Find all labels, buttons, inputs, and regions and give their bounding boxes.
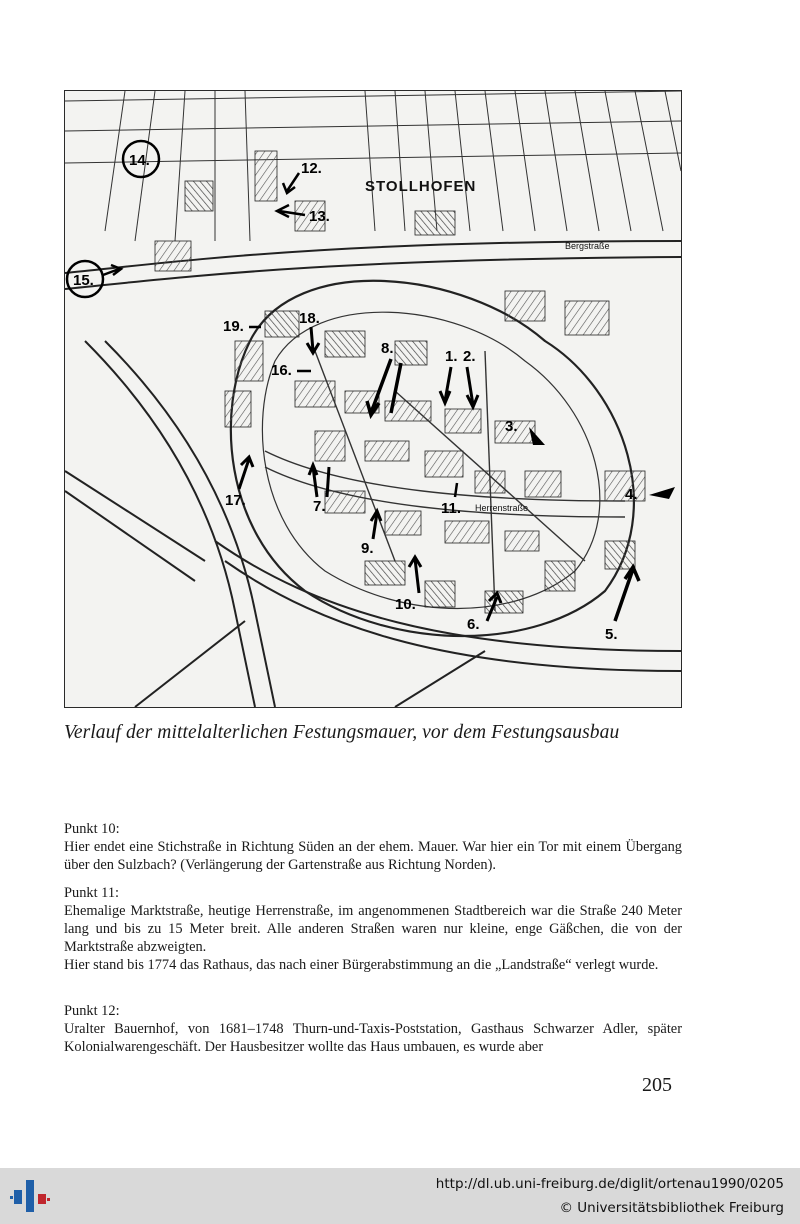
map-point-label: 17.: [225, 492, 246, 509]
map-point-label: 15.: [73, 272, 94, 289]
map-point-label: 10.: [395, 596, 416, 613]
map-point-label: 2.: [463, 348, 476, 365]
map-point-label: 14.: [129, 152, 150, 169]
source-url-link[interactable]: http://dl.ub.uni-freiburg.de/diglit/ortenau1990/0205: [435, 1176, 784, 1192]
cadastral-map: [65, 91, 681, 707]
map-point-label: 19.: [223, 318, 244, 335]
map-point-label: 9.: [361, 540, 374, 557]
section-paragraph: Uralter Bauernhof, von 1681–1748 Thurn-und-Taxis-Poststation, Gasthaus Schwarzer Adler, später Kolonialwarengeschäft. Der Hausbesitzer wollte das Haus umbauen, es wurde aber: [64, 1021, 682, 1055]
map-point-label: 4.: [625, 486, 638, 503]
map-point-label: 18.: [299, 310, 320, 327]
section-punkt-10: [64, 820, 682, 874]
section-punkt-11: [64, 884, 682, 974]
section-heading: Punkt 11:: [64, 885, 120, 901]
section-paragraph: Hier endet eine Stichstraße in Richtung Süden an der ehem. Mauer. War hier ein Tor mit einem Übergang über den Sulzbach? (Verlängerung der Gartenstraße aus Richtung Norden).: [64, 839, 682, 873]
figure-caption: Verlauf der mittelalterlichen Festungsmauer, vor dem Festungsausbau: [64, 722, 620, 743]
map-point-label: 5.: [605, 626, 618, 643]
map-point-label: 7.: [313, 498, 326, 515]
copyright-notice: © Universitätsbibliothek Freiburg: [559, 1200, 784, 1216]
section-punkt-12: [64, 1002, 682, 1056]
section-heading: Punkt 10:: [64, 821, 120, 837]
page-number: 205: [642, 1074, 672, 1096]
section-paragraph: Ehemalige Marktstraße, heutige Herrenstraße, im angenommenen Stadtbereich war die Straße 240 Meter lang und bis zu 15 Meter breit. Alle anderen Straßen waren nur kleine, enge Gäßchen, die von der Marktstraße abzweigten.: [64, 903, 682, 955]
map-point-label: 8.: [381, 340, 394, 357]
map-point-label: 1.: [445, 348, 458, 365]
map-point-label: 12.: [301, 160, 322, 177]
library-logo-icon: [8, 1176, 52, 1216]
section-heading: Punkt 12:: [64, 1003, 120, 1019]
street-label-stollhofen: STOLLHOFEN: [365, 178, 477, 195]
town-map-figure: [64, 90, 682, 708]
map-point-label: 13.: [309, 208, 330, 225]
map-point-label: 3.: [505, 418, 518, 435]
street-label-herrenstrasse: Herrenstraße: [475, 503, 529, 513]
map-point-label: 16.: [271, 362, 292, 379]
section-paragraph: Hier stand bis 1774 das Rathaus, das nach einer Bürgerabstimmung an die „Landstraße“ verlegt wurde.: [64, 957, 659, 973]
street-label-bergstrasse: Bergstraße: [565, 241, 610, 251]
viewer-footer: [0, 1168, 800, 1224]
map-point-label: 6.: [467, 616, 480, 633]
map-point-label: 11.: [441, 500, 462, 517]
